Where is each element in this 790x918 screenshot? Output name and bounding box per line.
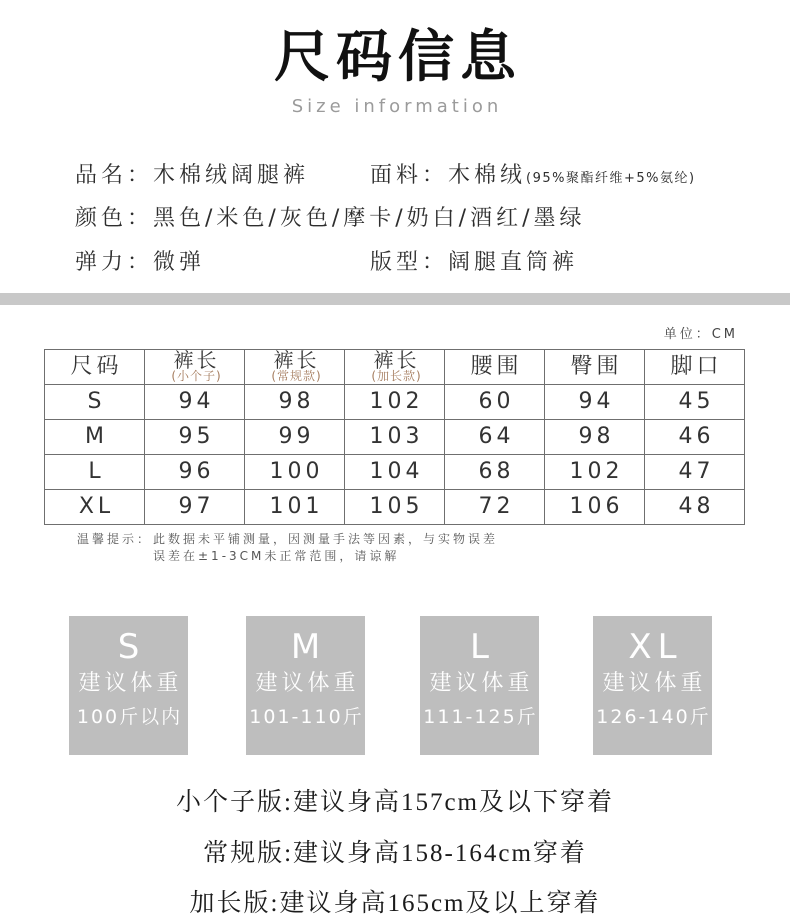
cell-length-regular: 98 <box>245 385 345 420</box>
card-size-letter: XL <box>628 627 683 667</box>
cell-waist: 72 <box>445 490 545 525</box>
unit-label: 单位：CM <box>663 327 738 342</box>
fit-value: 阔腿直筒裤 <box>448 250 579 275</box>
cell-hip: 102 <box>545 455 645 490</box>
cell-waist: 64 <box>445 420 545 455</box>
product-name-row <box>75 163 309 189</box>
card-size-letter: M <box>290 627 327 667</box>
cell-hem: 45 <box>645 385 745 420</box>
note-label: 温馨提示： <box>77 532 153 546</box>
cell-hip: 98 <box>545 420 645 455</box>
cell-waist: 68 <box>445 455 545 490</box>
color-row <box>75 206 586 232</box>
weight-card-s <box>69 616 188 755</box>
header-waist <box>445 350 545 385</box>
card-weight-range: 111-125斤 <box>423 706 538 728</box>
product-name-label: 品名： <box>75 163 154 188</box>
fabric-value: 木棉绒 <box>448 163 527 188</box>
page-title: 尺码信息 <box>274 25 522 90</box>
table-row-s <box>45 385 745 420</box>
height-guide-regular: 常规版:建议身高158-164cm穿着 <box>203 840 587 867</box>
card-weight-label: 建议体重 <box>255 671 360 696</box>
height-guide-petite: 小个子版:建议身高157cm及以下穿着 <box>176 789 614 816</box>
header-label: 裤长 <box>273 348 320 372</box>
table-row-xl <box>45 490 745 525</box>
cell-length-long: 104 <box>345 455 445 490</box>
card-size-letter: L <box>470 627 495 667</box>
cell-length-long: 102 <box>345 385 445 420</box>
header-size <box>45 350 145 385</box>
cell-size: L <box>45 455 145 490</box>
cell-length-petite: 94 <box>145 385 245 420</box>
card-weight-range: 101-110斤 <box>249 706 364 728</box>
cell-length-regular: 99 <box>245 420 345 455</box>
height-guide-long: 加长版:建议身高165cm及以上穿着 <box>189 890 601 917</box>
header-sublabel: (小个子) <box>171 369 222 383</box>
product-name-value: 木棉绒阔腿裤 <box>153 163 310 188</box>
header-label: 臀围 <box>570 354 623 379</box>
table-header-row <box>45 350 745 385</box>
cell-size: S <box>45 385 145 420</box>
cell-length-petite: 97 <box>145 490 245 525</box>
page-subtitle: Size information <box>291 96 503 117</box>
color-value: 黑色/米色/灰色/摩卡/奶白/酒红/墨绿 <box>153 206 586 231</box>
cell-length-petite: 96 <box>145 455 245 490</box>
weight-card-l <box>420 616 539 755</box>
cell-size: M <box>45 420 145 455</box>
cell-waist: 60 <box>445 385 545 420</box>
header-label: 腰围 <box>470 354 523 379</box>
cell-length-regular: 101 <box>245 490 345 525</box>
weight-card-xl <box>593 616 712 755</box>
table-row-m <box>45 420 745 455</box>
weight-card-m <box>246 616 365 755</box>
fabric-detail: (95%聚酯纤维+5%氨纶) <box>526 171 696 186</box>
color-label: 颜色： <box>75 206 154 231</box>
fit-row <box>370 250 578 276</box>
header-hip <box>545 350 645 385</box>
note-line-1: 此数据未平铺测量，因测量手法等因素，与实物误差 <box>153 532 499 546</box>
stretch-value: 微弹 <box>153 250 206 275</box>
size-table <box>44 349 745 525</box>
card-weight-range: 100斤以内 <box>76 706 183 728</box>
fit-label: 版型： <box>370 250 449 275</box>
cell-length-long: 103 <box>345 420 445 455</box>
card-weight-label: 建议体重 <box>78 671 183 696</box>
card-weight-label: 建议体重 <box>429 671 534 696</box>
cell-hem: 48 <box>645 490 745 525</box>
card-weight-range: 126-140斤 <box>596 706 711 728</box>
cell-hip: 94 <box>545 385 645 420</box>
header-label: 裤长 <box>373 348 420 372</box>
cell-size: XL <box>45 490 145 525</box>
cell-length-long: 105 <box>345 490 445 525</box>
header-length-petite <box>145 350 245 385</box>
stretch-label: 弹力： <box>75 250 154 275</box>
cell-hip: 106 <box>545 490 645 525</box>
header-label: 尺码 <box>70 354 123 379</box>
cell-hem: 47 <box>645 455 745 490</box>
fabric-label: 面料： <box>370 163 449 188</box>
note-line-2: 误差在±1-3CM未正常范围，请谅解 <box>153 549 400 563</box>
section-divider <box>0 293 790 305</box>
table-row-l <box>45 455 745 490</box>
cell-length-regular: 100 <box>245 455 345 490</box>
header-sublabel: (常规款) <box>271 369 322 383</box>
fabric-row <box>370 163 696 192</box>
cell-length-petite: 95 <box>145 420 245 455</box>
header-hem <box>645 350 745 385</box>
header-label: 裤长 <box>173 348 220 372</box>
stretch-row <box>75 250 205 276</box>
header-sublabel: (加长款) <box>371 369 422 383</box>
cell-hem: 46 <box>645 420 745 455</box>
card-weight-label: 建议体重 <box>602 671 707 696</box>
header-length-regular <box>245 350 345 385</box>
header-label: 脚口 <box>670 354 723 379</box>
card-size-letter: S <box>117 627 146 667</box>
header-length-long <box>345 350 445 385</box>
